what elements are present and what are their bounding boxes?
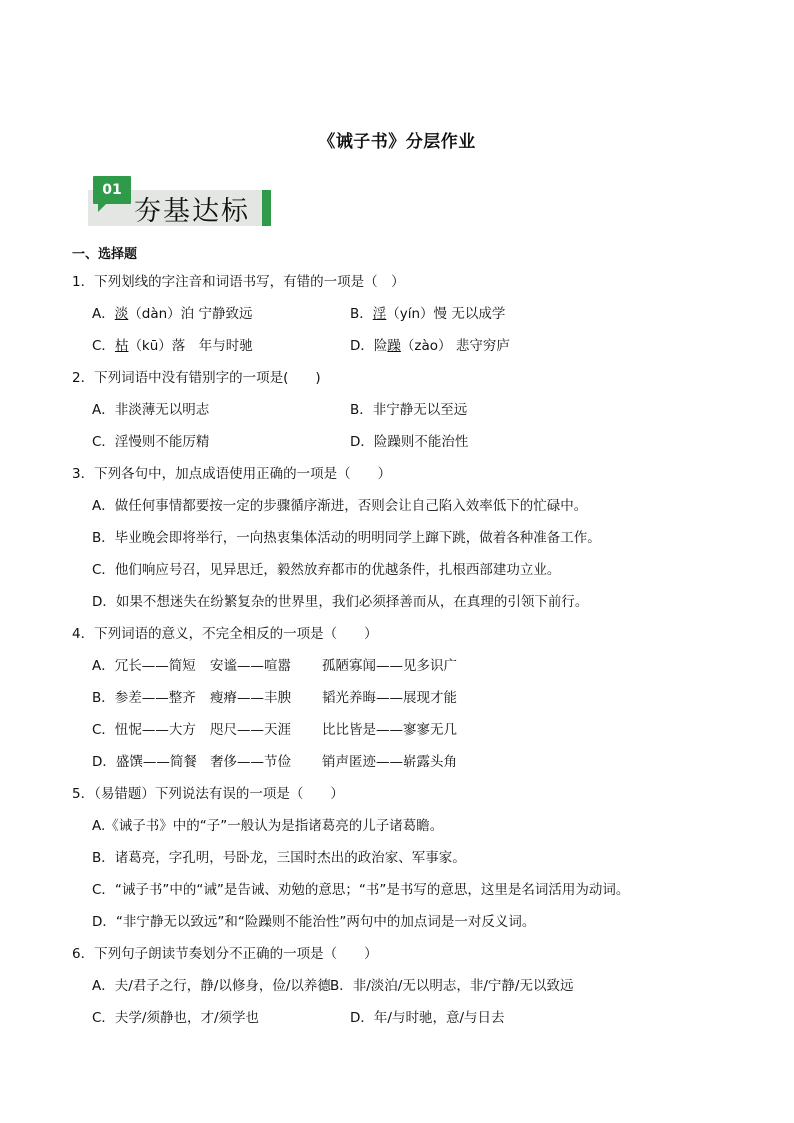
option-a: A．夫/君子之行，静/以修身，俭/以养德: [92, 978, 331, 994]
banner-number: 01: [93, 176, 131, 204]
option-a: A．非淡薄无以明志: [92, 402, 210, 418]
option-c: C．他们响应号召，见异思迁，毅然放弃都市的优越条件，扎根西部建功立业。: [92, 562, 561, 578]
option-d: D．险躁（zào） 悲守穷庐: [350, 338, 510, 354]
option-d: D．险躁则不能治性: [350, 434, 469, 450]
question-6-options-cd: [72, 1002, 732, 1034]
question-1-stem: 1．下列划线的字注音和词语书写，有错的一项是（ ）: [72, 274, 405, 290]
option-c: C．淫慢则不能厉精: [92, 434, 210, 450]
option-d: D．如果不想迷失在纷繁复杂的世界里，我们必须择善而从，在真理的引领下前行。: [92, 594, 589, 610]
banner-label: 夯基达标: [134, 196, 250, 227]
option-b: B．非/淡泊/无以明志，非/宁静/无以致远: [330, 978, 574, 994]
section-banner: [88, 176, 272, 228]
question-6-stem: 6．下列句子朗读节奏划分不正确的一项是（ ）: [72, 946, 378, 962]
option-b: B．诸葛亮，字孔明，号卧龙，三国时杰出的政治家、军事家。: [92, 850, 466, 866]
question-6-options-ab: [72, 970, 732, 1002]
option-b: B．淫（yín）慢 无以成学: [350, 306, 506, 322]
question-5-stem: 5．（易错题）下列说法有误的一项是（ ）: [72, 786, 344, 802]
option-a: A．冗长——简短 安谧——喧嚣 孤陋寡闻——见多识广: [92, 658, 457, 674]
question-4-stem: 4．下列词语的意义，不完全相反的一项是（ ）: [72, 626, 378, 642]
option-b: B．参差——整齐 瘦瘠——丰腴 韬光养晦——展现才能: [92, 690, 457, 706]
option-d: D．“非宁静无以致远”和“险躁则不能治性”两句中的加点词是一对反义词。: [92, 914, 536, 930]
option-c: C．枯（kū）落 年与时驰: [92, 338, 253, 354]
question-1-options-ab: [72, 298, 732, 330]
option-a: A．做任何事情都要按一定的步骤循序渐进，否则会让自己陷入效率低下的忙碌中。: [92, 498, 588, 514]
section-heading: 一、选择题: [72, 247, 138, 262]
question-1-options-cd: [72, 330, 732, 362]
question-2-options-ab: [72, 394, 732, 426]
question-3-stem: 3．下列各句中，加点成语使用正确的一项是（ ）: [72, 466, 392, 482]
option-b: B．非宁静无以至远: [350, 402, 468, 418]
option-a: A.《诫子书》中的“子”一般认为是指诸葛亮的儿子诸葛瞻。: [92, 818, 444, 834]
page-title: 《诫子书》分层作业: [318, 132, 476, 152]
worksheet: [72, 244, 732, 1034]
option-c: C．忸怩——大方 咫尺——天涯 比比皆是——寥寥无几: [92, 722, 457, 738]
option-a: A．淡（dàn）泊 宁静致远: [92, 306, 253, 322]
speech-bubble-tail-icon: [98, 204, 106, 212]
question-2-stem: 2．下列词语中没有错别字的一项是( ): [72, 370, 321, 386]
option-b: B．毕业晚会即将举行，一向热衷集体活动的明明同学上蹿下跳，做着各种准备工作。: [92, 530, 601, 546]
option-c: C．夫学/须静也，才/须学也: [92, 1010, 260, 1026]
banner-accent-bar: [262, 190, 271, 226]
option-d: D．年/与时驰，意/与日去: [350, 1010, 505, 1026]
question-2-options-cd: [72, 426, 732, 458]
option-c: C．“诫子书”中的“诫”是告诫、劝勉的意思；“书”是书写的意思，这里是名词活用为动词。: [92, 882, 630, 898]
option-d: D．盛馔——简餐 奢侈——节俭 销声匿迹——崭露头角: [92, 754, 457, 770]
